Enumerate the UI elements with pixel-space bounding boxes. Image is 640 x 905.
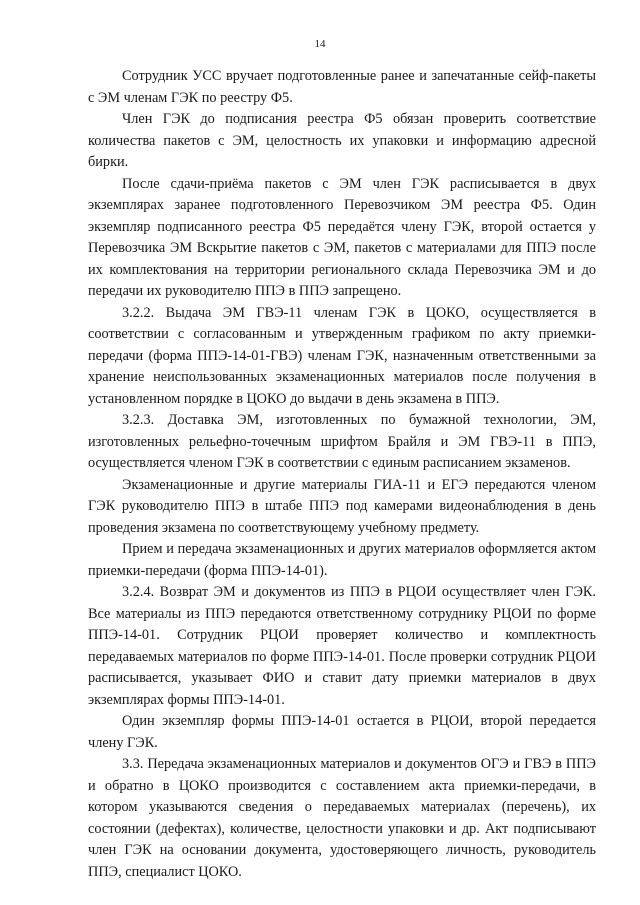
page-number: 14 xyxy=(314,38,326,50)
paragraph-3-2-2: 3.2.2. Выдача ЭМ ГВЭ-11 членам ГЭК в ЦОКО, осуществляется в соответствии с согласованным и утвержденным графиком по акту приемки-передачи (форма ППЭ-14-01-ГВЭ) членам ГЭК, назначенным ответственными за хранение неиспользованных экзаменационных материалов после получения в установленном порядке в ЦОКО до выдачи в день экзамена в ППЭ. xyxy=(88,304,596,407)
paragraph-signing-registry: После сдачи-приёма пакетов с ЭМ член ГЭК расписывается в двух экземплярах заранее подготовленного Перевозчиком ЭМ реестра Ф5. Один экземпляр подписанного реестра Ф5 передаётся члену ГЭК, второй остается у Перевозчика ЭМ Вскрытие пакетов с ЭМ, пакетов с материалами для ППЭ после их комплектования на территории регионального склада Перевозчика ЭМ и до передачи их руководителю ППЭ в ППЭ запрещено. xyxy=(88,175,596,299)
paragraph-3-3: 3.3. Передача экзаменационных материалов и документов ОГЭ и ГВЭ в ППЭ и обратно в ЦОКО производится с составлением акта приемки-передачи, в котором указываются сведения о передаваемых материалах (перечень), их состоянии (дефектах), количестве, целостности упаковки и др. Акт подписывают член ГЭК на основании документа, удостоверяющего личность, руководитель ППЭ, специалист ЦОКО. xyxy=(88,756,596,880)
paragraph-transfer-act: Прием и передача экзаменационных и других материалов оформляется актом приемки-передачи (форма ППЭ-14-01). xyxy=(88,541,596,579)
paragraph-form-copy: Один экземпляр формы ППЭ-14-01 остается в РЦОИ, второй передается члену ГЭК. xyxy=(88,713,596,751)
paragraph-issue-safe-packets: Сотрудник УСС вручает подготовленные ранее и запечатанные сейф-пакеты с ЭМ членам ГЭК по реестру Ф5. xyxy=(88,68,596,106)
paragraph-materials-transfer: Экзаменационные и другие материалы ГИА-11 и ЕГЭ передаются членом ГЭК руководителю ППЭ в штабе ППЭ под камерами видеонаблюдения в день проведения экзамена по соответствующему учебному предмету. xyxy=(88,476,596,536)
document-body xyxy=(88,66,596,883)
paragraph-3-2-3: 3.2.3. Доставка ЭМ, изготовленных по бумажной технологии, ЭМ, изготовленных рельефно-точечным шрифтом Брайля и ЭМ ГВЭ-11 в ППЭ, осуществляется членом ГЭК в соответствии с единым расписанием экзаменов. xyxy=(88,412,596,471)
paragraph-check-packets: Член ГЭК до подписания реестра Ф5 обязан проверить соответствие количества пакетов с ЭМ, целостность их упаковки и информацию адресной бирки. xyxy=(88,111,596,170)
paragraph-3-2-4: 3.2.4. Возврат ЭМ и документов из ППЭ в РЦОИ осуществляет член ГЭК. Все материалы из ППЭ передаются ответственному сотруднику РЦОИ по форме ППЭ-14-01. Сотрудник РЦОИ проверяет количество и комплектность передаваемых материалов по форме ППЭ-14-01. После проверки сотрудник РЦОИ расписывается, указывает ФИО и ставит дату приемки материалов в двух экземплярах формы ППЭ-14-01. xyxy=(88,584,596,708)
